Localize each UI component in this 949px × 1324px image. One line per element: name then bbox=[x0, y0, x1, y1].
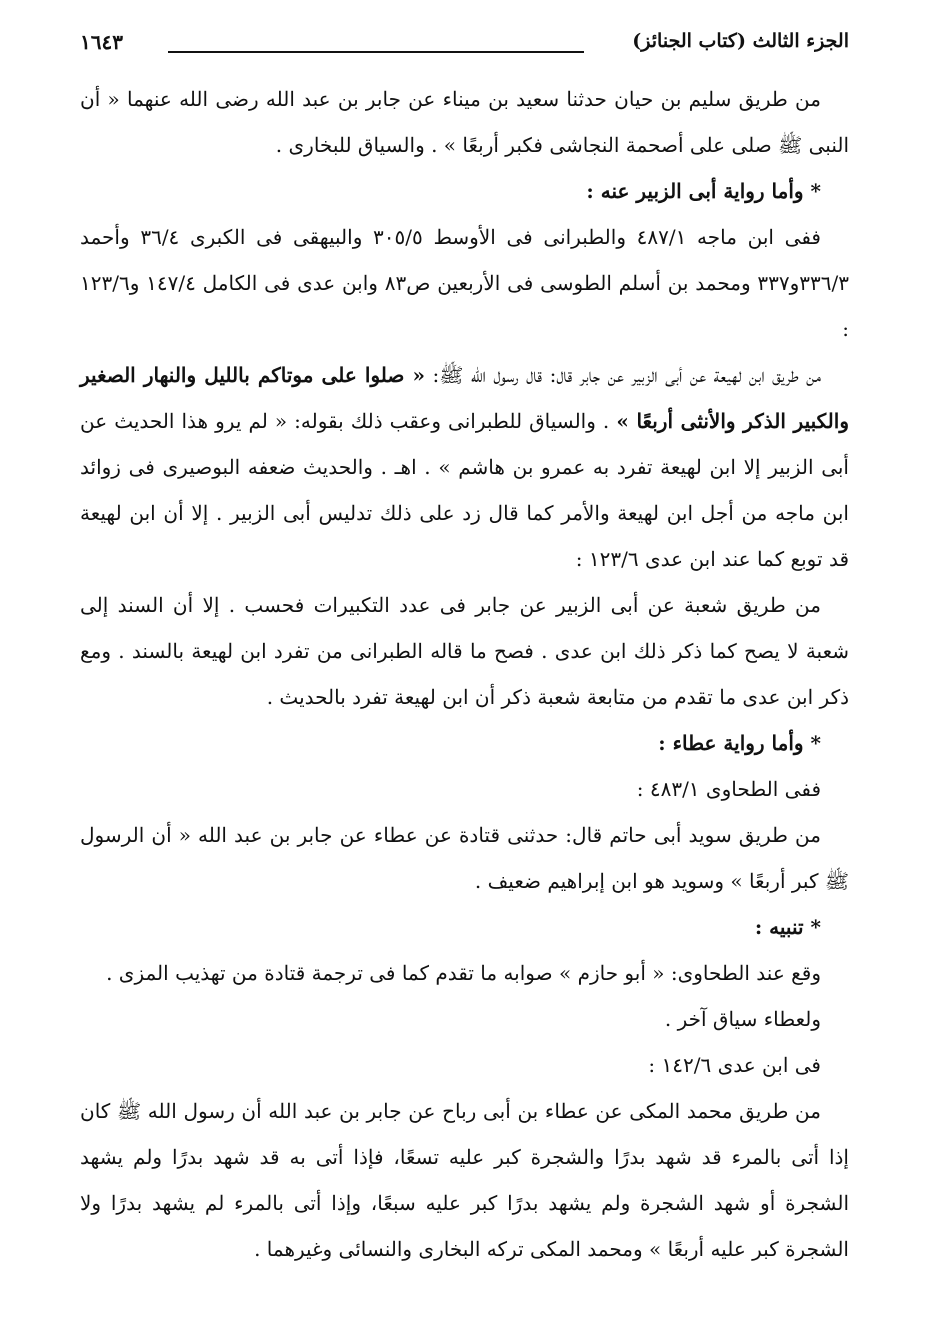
paragraph-2: ففى ابن ماجه ٤٨٧/١ والطبرانى فى الأوسط ٣٠٥/٥ والبيهقى فى الكبرى ٣٦/٤ وأحمد ٣٣٦/٣و٣٣٧ ومحمد بن أسلم الطوسى فى الأربعين ص٨٣ وابن عدى فى الكامل ١٤٧/٤ و١٢٣/٦ : bbox=[80, 225, 850, 341]
running-title: الجزء الثالث (كتاب الجنائز) bbox=[632, 30, 849, 52]
paragraph-7: وقع عند الطحاوى: « أبو حازم » صوابه ما تقدم كما فى ترجمة قتادة من تهذيب المزى . bbox=[106, 961, 821, 985]
paragraph-3-commentary: . والسياق للطبرانى وعقب ذلك بقوله: « لم يرو هذا الحديث عن أبى الزبير إلا ابن لهيعة تفرد به عمرو بن هاشم » . اهـ . والحديث ضعفه البوصيرى فى زوائد ابن ماجه من أجل ابن لهيعة والأمر كما قال زد على ذلك تدليس أبى الزبير . إلا أن ابن لهيعة قد توبع كما عند ابن عدى ١٢٣/٦ : bbox=[80, 409, 849, 571]
paragraph-3-intro: من طريق ابن لهيعة عن أبى الزبير عن جابر قال: قال رسول الله ﷺ: bbox=[432, 363, 821, 387]
paragraph-3 bbox=[80, 352, 849, 582]
paragraph-4: من طريق شعبة عن أبى الزبير عن جابر فى عدد التكبيرات فحسب . إلا أن السند إلى شعبة لا يصح كما ذكر ذلك ابن عدى . فصح ما قاله الطبرانى من تفرد ابن لهيعة بالسند . ومع ذكر ابن عدى ما تقدم من متابعة شعبة ذكر أن ابن لهيعة تفرد بالحديث . bbox=[80, 593, 849, 709]
paragraph-10: من طريق محمد المكى عن عطاء بن أبى رباح عن جابر بن عبد الله أن رسول الله ﷺ كان إذا أتى بالمرء قد شهد بدرًا والشجرة كبر عليه تسعًا، فإذا أتى به قد شهد بدرًا ولم يشهد الشجرة أو شهد الشجرة ولم يشهد بدرًا كبر عليه سبعًا، وإذا أتى بالمرء لم يشهد بدرًا ولا الشجرة كبر عليه أربعًا » ومحمد المكى تركه البخارى والنسائى وغيرهما . bbox=[80, 1099, 849, 1261]
section-heading-abu-zubair: * وأما رواية أبى الزبير عنه : bbox=[586, 179, 821, 203]
section-heading-note: * تنبيه : bbox=[754, 915, 821, 939]
paragraph-6: من طريق سويد أبى حاتم قال: حدثنى قتادة عن عطاء عن جابر بن عبد الله « أن الرسول ﷺ كبر أربعًا » وسويد هو ابن إبراهيم ضعيف . bbox=[80, 823, 849, 893]
hadith-text: « صلوا على موتاكم بالليل والنهار الصغير والكبير الذكر والأنثى أربعًا » bbox=[80, 363, 849, 433]
header-rule bbox=[168, 51, 584, 53]
paragraph-1: من طريق سليم بن حيان حدثنا سعيد بن ميناء عن جابر بن عبد الله رضى الله عنهما « أن النبى ﷺ صلى على أصحمة النجاشى فكبر أربعًا » . والسياق للبخارى . bbox=[80, 87, 849, 157]
paragraph-8: ولعطاء سياق آخر . bbox=[664, 1007, 821, 1031]
page-body bbox=[80, 76, 849, 1272]
paragraph-5: ففى الطحاوى ٤٨٣/١ : bbox=[636, 777, 821, 801]
page-number: ١٦٤٣ bbox=[80, 30, 123, 54]
section-heading-ata: * وأما رواية عطاء : bbox=[658, 731, 821, 755]
paragraph-9: فى ابن عدى ١٤٢/٦ : bbox=[648, 1053, 821, 1077]
page-header bbox=[80, 30, 849, 70]
